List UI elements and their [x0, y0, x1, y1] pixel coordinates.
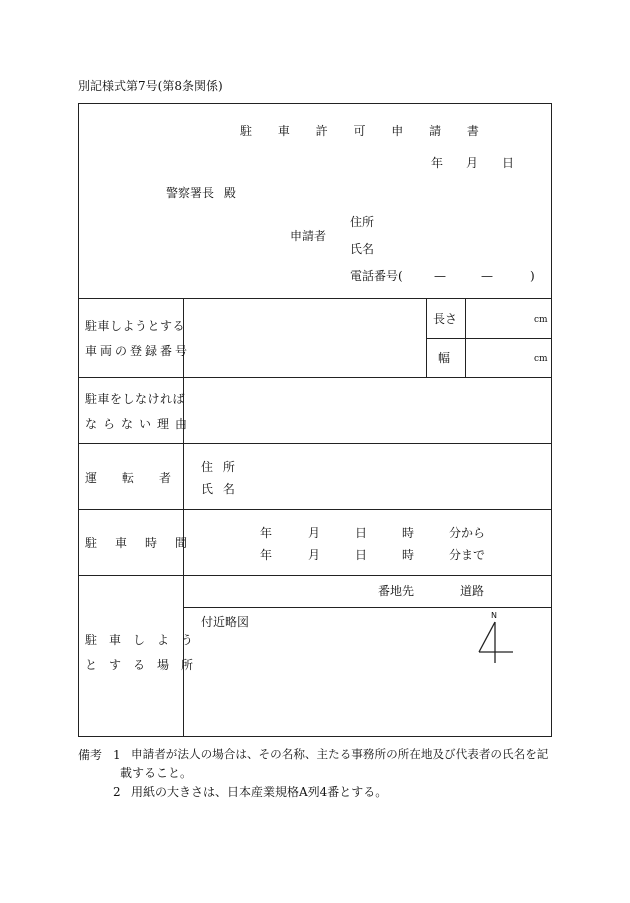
north-arrow-icon	[474, 620, 518, 666]
time-from-day: 日	[355, 526, 368, 540]
phone-dash-1: —	[434, 269, 446, 283]
applicant-name-label: 氏名	[350, 242, 375, 256]
divider-reason	[78, 443, 552, 444]
divider-length-width	[426, 338, 552, 339]
remark-2-number: 2	[113, 785, 121, 799]
vehicle-length-unit: cm	[534, 315, 548, 325]
driver-address-label: 住 所	[201, 460, 235, 474]
applicant-label: 申請者	[290, 229, 327, 243]
divider-location-address	[183, 607, 552, 608]
remark-1-line1: 申請者が法人の場合は、その名称、主たる事務所の所在地及び代表者の氏名を記	[131, 747, 549, 761]
remark-1-number: 1	[113, 748, 121, 762]
vehicle-label-line1: 駐車しようとする	[85, 319, 186, 333]
time-from-minute: 分から	[449, 526, 486, 540]
date-day: 日	[502, 156, 515, 170]
vehicle-size-value-divider	[465, 298, 466, 377]
time-from-month: 月	[308, 526, 321, 540]
driver-name-label: 氏 名	[201, 482, 235, 496]
time-to-hour: 時	[402, 548, 415, 562]
applicant-address-label: 住所	[350, 215, 375, 229]
divider-driver	[78, 509, 552, 510]
divider-time	[78, 575, 552, 576]
vehicle-width-label: 幅	[438, 351, 451, 365]
date-year: 年	[431, 156, 444, 170]
location-label-line2: とする場所	[85, 658, 206, 672]
form-id: 別記様式第7号(第8条関係)	[78, 79, 223, 93]
divider-header	[78, 298, 552, 299]
vehicle-label-line2: 車両の登録番号	[85, 344, 191, 358]
phone-dash-2: —	[481, 269, 493, 283]
location-label-line1: 駐車しよう	[85, 633, 206, 647]
addressee: 警察署長 殿	[166, 186, 236, 200]
driver-label: 運転者	[85, 471, 197, 485]
reason-label-line2: ならない理由	[85, 417, 194, 431]
applicant-phone-label: 電話番号(	[350, 269, 403, 283]
north-label: N	[491, 611, 497, 620]
time-from-hour: 時	[402, 526, 415, 540]
remarks-label: 備考	[78, 748, 103, 762]
vehicle-length-label: 長さ	[433, 312, 458, 326]
divider-vehicle	[78, 377, 552, 378]
vehicle-size-divider	[426, 298, 427, 377]
form-title: 駐 車 許 可 申 請 書	[240, 124, 490, 138]
time-to-minute: 分まで	[449, 548, 486, 562]
location-road: 道路	[460, 584, 485, 598]
time-to-year: 年	[260, 548, 273, 562]
phone-close: )	[530, 269, 535, 283]
parking-time-label: 駐車時間	[85, 536, 206, 550]
vehicle-width-unit: cm	[534, 354, 548, 364]
time-to-day: 日	[355, 548, 368, 562]
location-address-suffix: 番地先	[378, 584, 415, 598]
time-to-month: 月	[308, 548, 321, 562]
map-label: 付近略図	[201, 615, 250, 629]
time-from-year: 年	[260, 526, 273, 540]
remark-1-line2: 載すること。	[120, 766, 193, 780]
reason-label-line1: 駐車をしなければ	[85, 392, 186, 406]
remark-2-text: 用紙の大きさは、日本産業規格A列4番とする。	[131, 785, 388, 799]
date-month: 月	[466, 156, 479, 170]
